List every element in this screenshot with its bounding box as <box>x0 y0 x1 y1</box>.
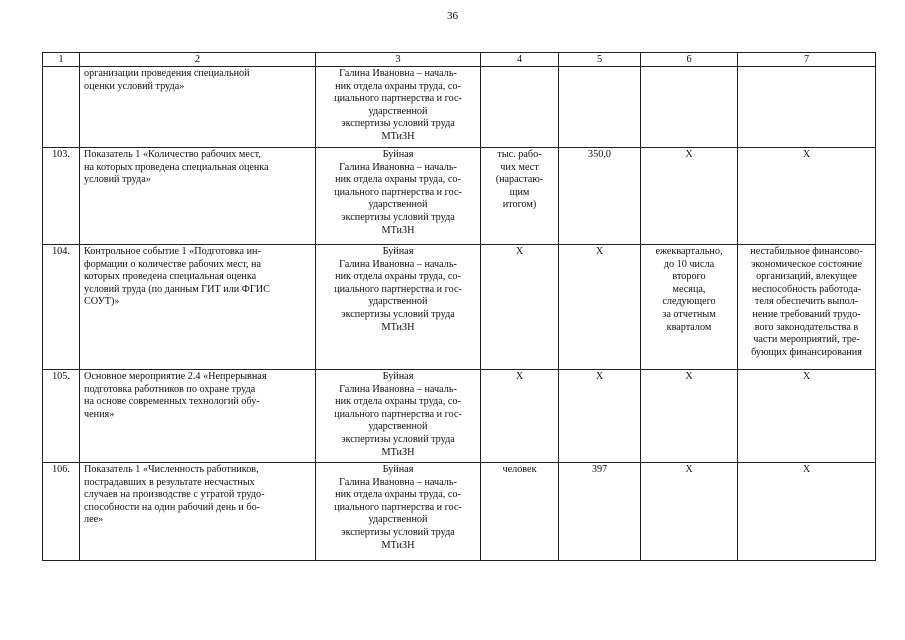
column-header: 3 <box>316 53 481 67</box>
responsible-person-line: ударственной <box>368 514 428 526</box>
target-value <box>559 148 641 245</box>
unit-of-measure <box>481 67 559 148</box>
target-value-line: Х <box>595 246 604 257</box>
table-row <box>43 148 876 245</box>
responsible-person-line: МТиЗН <box>381 321 415 333</box>
column-header: 5 <box>559 53 641 67</box>
column-header: 4 <box>481 53 559 67</box>
responsible-person-line: Буйная <box>382 246 414 257</box>
table-row <box>43 245 876 370</box>
row-number: 105. <box>43 370 80 463</box>
unit-of-measure-line: итогом) <box>502 199 537 211</box>
risk-description <box>738 463 876 561</box>
column-header: 2 <box>80 53 316 67</box>
risk-description <box>738 245 876 370</box>
responsible-person <box>316 67 481 148</box>
responsible-person-line: ударственной <box>368 421 428 433</box>
unit-of-measure-line: (нарастаю- <box>495 174 544 186</box>
unit-of-measure-line: щим <box>509 186 530 198</box>
responsible-person-line: Галина Ивановна – началь- <box>339 476 457 488</box>
responsible-person-line: ник отдела охраны труда, со- <box>335 396 461 408</box>
risk-description <box>738 370 876 463</box>
item-name-line: оценки условий труда» <box>84 80 185 92</box>
row-number: 103. <box>43 148 80 245</box>
responsible-person-line: Буйная <box>382 371 414 382</box>
responsible-person-line: экспертизы условий труда <box>341 211 455 223</box>
deadline <box>641 67 738 148</box>
responsible-person-line: ударственной <box>368 105 428 117</box>
item-name-line: чения» <box>84 408 115 420</box>
item-name-line: Показатель 1 «Количество рабочих мест, <box>84 149 261 160</box>
responsible-person-line: ник отдела охраны труда, со- <box>335 489 461 501</box>
responsible-person-line: экспертизы условий труда <box>341 308 455 320</box>
deadline-line: Х <box>685 464 693 475</box>
deadline <box>641 148 738 245</box>
responsible-person <box>316 148 481 245</box>
header-row <box>43 53 876 67</box>
responsible-person-line: Галина Ивановна – началь- <box>339 68 457 79</box>
item-name-line: которых проведена специальная оценка <box>84 271 257 283</box>
risk-description <box>738 67 876 148</box>
responsible-person-line: экспертизы условий труда <box>341 118 455 130</box>
item-name-line: Контрольное событие 1 «Подготовка ин- <box>84 246 261 257</box>
risk-description-line: Х <box>802 464 811 475</box>
responsible-person-line: циального партнерства и гос- <box>334 186 462 198</box>
row-number: 104. <box>43 245 80 370</box>
risk-description-line: Х <box>802 149 811 160</box>
deadline-line: Х <box>685 371 693 382</box>
target-value <box>559 67 641 148</box>
item-name-line: на основе современных технологий обу- <box>84 396 260 408</box>
risk-description-line: теля обеспечить выпол- <box>754 296 859 308</box>
target-value-line: 350,0 <box>588 149 611 160</box>
unit-of-measure-line: тыс. рабо- <box>497 149 542 160</box>
responsible-person-line: циального партнерства и гос- <box>334 93 462 105</box>
table-row <box>43 370 876 463</box>
responsible-person-line: циального партнерства и гос- <box>334 501 462 513</box>
deadline-line: следующего <box>662 296 716 308</box>
table-row <box>43 67 876 148</box>
unit-of-measure-line: Х <box>515 371 524 382</box>
item-name <box>80 463 316 561</box>
deadline-line: Х <box>685 149 693 160</box>
unit-of-measure <box>481 370 559 463</box>
deadline-line: до 10 числа <box>663 258 715 270</box>
responsible-person-line: циального партнерства и гос- <box>334 408 462 420</box>
risk-description-line: вого законодательства в <box>754 321 859 333</box>
item-name <box>80 245 316 370</box>
item-name-line: лее» <box>84 514 104 526</box>
item-name-line: способности на один рабочий день и бо- <box>84 501 261 513</box>
page-number: 36 <box>447 10 458 22</box>
risk-description <box>738 148 876 245</box>
deadline-line: второго <box>672 271 706 283</box>
unit-of-measure <box>481 463 559 561</box>
deadline-line: кварталом <box>666 321 712 333</box>
item-name-line: организации проведения специальной <box>84 68 250 79</box>
responsible-person-line: экспертизы условий труда <box>341 526 455 538</box>
unit-of-measure <box>481 245 559 370</box>
item-name-line: Основное мероприятие 2.4 «Непрерывная <box>84 371 267 382</box>
responsible-person-line: ник отдела охраны труда, со- <box>335 174 461 186</box>
column-header: 1 <box>43 53 80 67</box>
item-name-line: условий труда (по данным ГИТ или ФГИС <box>84 283 270 295</box>
target-value <box>559 370 641 463</box>
deadline-line: месяца, <box>672 283 706 295</box>
responsible-person-line: Галина Ивановна – началь- <box>339 383 457 395</box>
program-table <box>42 52 876 561</box>
risk-description-line: организаций, влекущее <box>756 271 857 283</box>
item-name <box>80 67 316 148</box>
item-name-line: Показатель 1 «Численность работников, <box>84 464 259 475</box>
deadline <box>641 245 738 370</box>
deadline-line: за отчетным <box>662 308 716 320</box>
target-value-line: 397 <box>591 464 608 475</box>
deadline <box>641 463 738 561</box>
item-name-line: формации о количестве рабочих мест, на <box>84 258 262 270</box>
item-name <box>80 148 316 245</box>
unit-of-measure-line: Х <box>515 246 524 257</box>
item-name-line: пострадавших в результате несчастных <box>84 476 255 488</box>
responsible-person-line: ударственной <box>368 296 428 308</box>
responsible-person-line: циального партнерства и гос- <box>334 283 462 295</box>
risk-description-line: нестабильное финансово- <box>750 246 863 257</box>
unit-of-measure-line: чих мест <box>500 161 539 173</box>
responsible-person <box>316 245 481 370</box>
responsible-person-line: экспертизы условий труда <box>341 433 455 445</box>
risk-description-line: Х <box>802 371 811 382</box>
target-value <box>559 245 641 370</box>
risk-description-line: бующих финансирования <box>751 346 862 358</box>
target-value-line: Х <box>595 371 604 382</box>
risk-description-line: части мероприятий, тре- <box>753 334 860 346</box>
deadline-line: ежеквартально, <box>655 246 723 257</box>
unit-of-measure-line: человек <box>502 464 537 475</box>
item-name-line: подготовка работников по охране труда <box>84 383 256 395</box>
responsible-person-line: ударственной <box>368 199 428 211</box>
item-name-line: случаев на производстве с утратой трудо- <box>84 489 265 501</box>
unit-of-measure <box>481 148 559 245</box>
responsible-person-line: МТиЗН <box>381 130 415 142</box>
column-header: 7 <box>738 53 876 67</box>
column-header: 6 <box>641 53 738 67</box>
item-name <box>80 370 316 463</box>
row-number: 106. <box>43 463 80 561</box>
responsible-person-line: Буйная <box>382 464 414 475</box>
risk-description-line: неспособность работода- <box>751 283 862 295</box>
responsible-person-line: ник отдела охраны труда, со- <box>335 80 461 92</box>
responsible-person-line: Буйная <box>382 149 414 160</box>
item-name-line: условий труда» <box>84 174 151 186</box>
responsible-person <box>316 463 481 561</box>
responsible-person-line: МТиЗН <box>381 539 415 551</box>
item-name-line: СОУТ)» <box>84 296 120 308</box>
row-number <box>43 67 80 148</box>
responsible-person-line: МТиЗН <box>381 224 415 236</box>
table-row <box>43 463 876 561</box>
responsible-person <box>316 370 481 463</box>
item-name-line: на которых проведена специальная оценка <box>84 161 269 173</box>
responsible-person-line: Галина Ивановна – началь- <box>339 258 457 270</box>
responsible-person-line: МТиЗН <box>381 446 415 458</box>
risk-description-line: нение требований трудо- <box>752 308 861 320</box>
responsible-person-line: ник отдела охраны труда, со- <box>335 271 461 283</box>
responsible-person-line: Галина Ивановна – началь- <box>339 161 457 173</box>
risk-description-line: экономическое состояние <box>750 258 862 270</box>
target-value <box>559 463 641 561</box>
deadline <box>641 370 738 463</box>
